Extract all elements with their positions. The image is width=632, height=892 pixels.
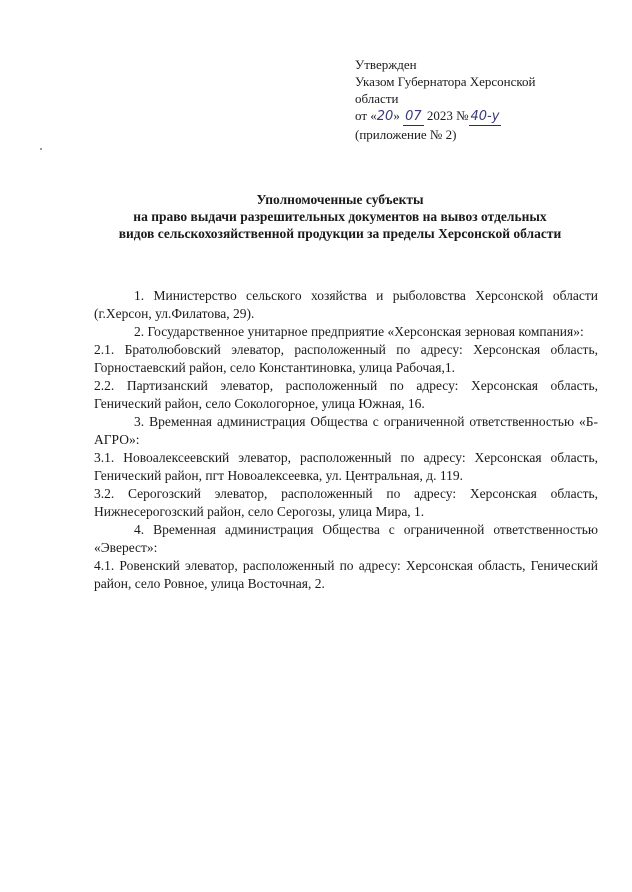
list-item-3: 3. Временная администрация Общества с ограниченной ответственностью «Б-АГРО»: bbox=[94, 414, 598, 447]
date-mid: » bbox=[393, 108, 400, 123]
list-item-4: 4. Временная администрация Общества с ограниченной ответственностью «Эверест»: bbox=[94, 522, 598, 555]
list-item-2: 2. Государственное унитарное предприятие «Херсонская зерновая компания»: bbox=[134, 324, 584, 339]
list-item-3-1: 3.1. Новоалексеевский элеватор, расположенный по адресу: Херсонская область, Генический район, пгт Новоалексеевка, ул. Центральная, д. 119. bbox=[94, 450, 598, 483]
decree-number-handwritten: 40-у bbox=[470, 109, 500, 124]
approval-line-date bbox=[355, 107, 536, 126]
list-item-2-1: 2.1. Братолюбовский элеватор, расположенный по адресу: Херсонская область, Горностаевский район, село Константиновка, улица Рабочая,1. bbox=[94, 342, 598, 375]
title-line-1: Уполномоченные субъекты bbox=[256, 192, 424, 207]
date-day-handwritten: 20 bbox=[376, 109, 394, 124]
approval-block bbox=[355, 56, 536, 143]
number-prefix: № bbox=[456, 108, 469, 123]
approval-line-approved: Утвержден bbox=[355, 57, 417, 72]
title-line-2: на право выдачи разрешительных документов на вывоз отдельных bbox=[133, 209, 547, 224]
list-item-2-2: 2.2. Партизанский элеватор, расположенный по адресу: Херсонская область, Генический район, село Сокологорное, улица Южная, 16. bbox=[94, 378, 598, 411]
list-item-3-2: 3.2. Серогозский элеватор, расположенный по адресу: Херсонская область, Нижнесерогозский район, село Серогозы, улица Мира, 1. bbox=[94, 486, 598, 519]
date-year: 2023 bbox=[426, 108, 453, 123]
list-item-4-1: 4.1. Ровенский элеватор, расположенный по адресу: Херсонская область, Генический район, село Ровное, улица Восточная, 2. bbox=[94, 558, 598, 591]
date-prefix: от « bbox=[355, 108, 377, 123]
document-body bbox=[94, 287, 598, 593]
approval-line-region: области bbox=[355, 91, 399, 106]
approval-line-decree: Указом Губернатора Херсонской bbox=[355, 74, 536, 89]
scan-speck bbox=[40, 148, 42, 150]
approval-line-appendix: (приложение № 2) bbox=[355, 127, 457, 142]
title-line-3: видов сельскохозяйственной продукции за пределы Херсонской области bbox=[118, 226, 562, 241]
document-title bbox=[60, 191, 620, 242]
date-month-handwritten: 07 bbox=[405, 109, 422, 124]
list-item-1: 1. Министерство сельского хозяйства и рыболовства Херсонской области (г.Херсон, ул.Филатова, 29). bbox=[94, 288, 598, 321]
